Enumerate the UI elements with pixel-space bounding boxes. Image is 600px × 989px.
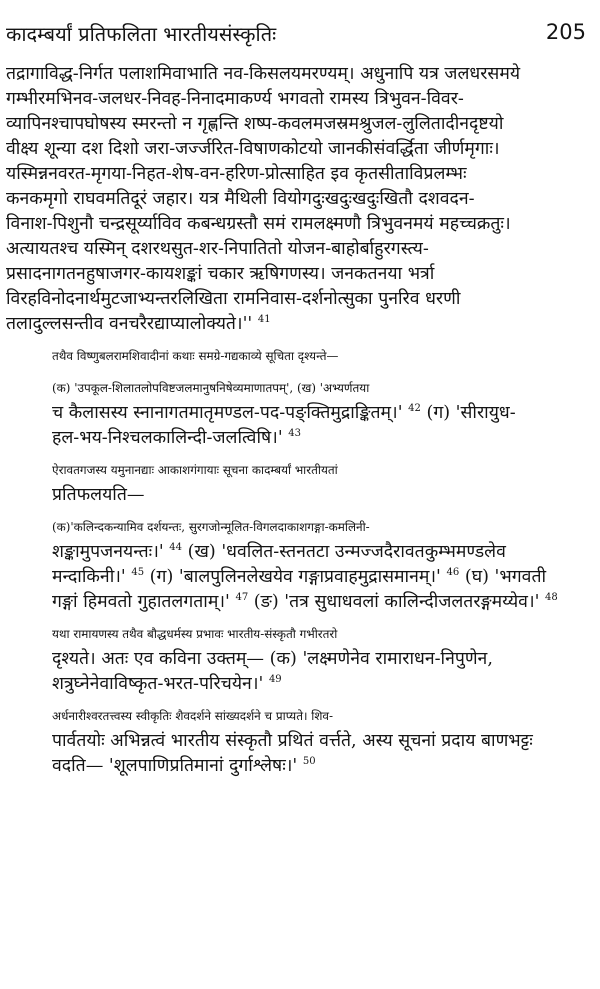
- paragraph: [6, 622, 594, 697]
- text-line: प्रसादनागतनहुषाजगर-कायशङ्कां चकार ऋषिगणस्य। जनकतनया भर्त्रा: [6, 264, 435, 284]
- text-line: तद्रागाविद्ध-निर्गत पलाशमिवाभाति नव-किसलयमरण्यम्। अधुनापि यत्र जलधरसमये: [6, 64, 521, 84]
- paragraph: [6, 376, 594, 451]
- text-line: व्यापिनश्चापघोषस्य स्मरन्तो न गृह्णन्ति शष्प-कवलमजस्रमश्रुजल-लुलितादीनदृष्टयो: [6, 114, 504, 134]
- text-line: (क)'कलिन्दकन्यामिव दर्शयन्तः, सुरगजोन्मूलित-विगलदाकाशगङ्गा-कमलिनी-: [52, 520, 370, 534]
- text-line: ऐरावतगजस्य यमुनानद्याः आकाशगंगायाः सूचना कादम्बर्यां भारतीयतां: [52, 463, 338, 477]
- text-line: यथा रामायणस्य तथैव बौद्धधर्मस्य प्रभावः भारतीय-संस्कृतौ गभीरतरो: [52, 627, 338, 641]
- text-line: कनकमृगो राघवमतिदूरं जहार। यत्र मैथिली वियोगदुःखदुःखदुःखितौ दशवदन-: [6, 189, 475, 209]
- running-title: कादम्बर्यां प्रतिफलिता भारतीयसंस्कृतिः: [6, 22, 277, 46]
- text-line: मन्दाकिनी।' $^{45}$ (ग) 'बालपुलिनलेखयेव गङ्गाप्रवाहमुद्रासमानम्।' $^{46}$ (घ) 'भगवती: [52, 567, 547, 587]
- paragraph: [6, 458, 594, 508]
- text-line: दृश्यते। अतः एव कविना उक्तम्— (क) 'लक्ष्मणेनेव रामाराधन-निपुणेन,: [52, 649, 493, 669]
- text-line: वदति— 'शूलपाणिप्रतिमानां दुर्गाश्लेषः।' $^{50}$: [52, 756, 316, 776]
- footnote-ref: 50: [302, 756, 316, 768]
- text-line: अत्यायतश्च यस्मिन् दशरथसुत-शर-निपातितो योजन-बाहोर्बाहुरगस्त्य-: [6, 239, 429, 259]
- text-line: पार्वतयोः अभिन्नत्वं भारतीय संस्कृतौ प्रथितं वर्त्तते, अस्य सूचनां प्रदाय बाणभट्टः: [52, 731, 533, 751]
- page-number: 205: [545, 20, 586, 44]
- text-line: (क) 'उपकूल-शिलातलोपविष्टजलमानुषनिषेव्यमाणातपम्', (ख) 'अभ्यर्णतया: [52, 381, 370, 395]
- text-line: तथैव विष्णुबलरामशिवादीनां कथाः समग्रे-गद्यकाव्ये सूचिता दृश्यन्ते—: [52, 349, 339, 363]
- footnote-ref: 44: [169, 542, 183, 554]
- footnote-ref: 42: [408, 403, 421, 415]
- text-line: गम्भीरमभिनव-जलधर-निवह-निनादमाकर्ण्य भगवतो रामस्य त्रिभुवन-विवर-: [6, 89, 464, 109]
- text-line: यस्मिन्ननवरत-मृगया-निहत-शेष-वन-हरिण-प्रोत्साहित इव कृतसीताविप्रलम्भः: [6, 164, 467, 184]
- footnote-ref: 49: [268, 674, 282, 686]
- paragraph: [6, 344, 594, 369]
- text-line: तलादुल्लसन्तीव वनचरैरद्याप्यालोक्यते।'' $^{41}$: [6, 314, 271, 334]
- text-line: अर्धनारीश्वरतत्त्वस्य स्वीकृतिः शैवदर्शने सांख्यदर्शने च प्राप्यते। शिव-: [52, 709, 334, 723]
- text-line: च कैलासस्य स्नानागतमातृमण्डल-पद-पङ्क्तिमुद्राङ्कितम्।' $^{42}$ (ग) 'सीरायुध-: [52, 403, 516, 423]
- footnote-ref: 45: [131, 567, 145, 579]
- text-line: वीक्ष्य शून्या दश दिशो जरा-जर्ज्जरित-विषाणकोटयो जानकीसंवर्द्धिता जीर्णमृगाः।: [6, 139, 500, 159]
- text-line: शङ्कामुपजनयन्तः।' $^{44}$ (ख) 'धवलित-स्तनतटा उन्मज्जदैरावतकुम्भमण्डलेव: [52, 542, 506, 562]
- text-line: विनाश-पिशुनौ चन्द्रसूर्य्याविव कबन्धग्रस्तौ समं रामलक्ष्मणौ त्रिभुवनमयं महच्चक्रतुः।: [6, 214, 511, 234]
- footnote-ref: 41: [257, 314, 271, 326]
- footnote-ref: 48: [545, 592, 558, 604]
- footnote-ref: 46: [446, 567, 460, 579]
- text-line: हल-भय-निश्चलकालिन्दी-जलत्विषि।' $^{43}$: [52, 428, 302, 448]
- paragraph: [6, 515, 594, 615]
- text-line: प्रतिफलयति—: [52, 485, 145, 505]
- footnote-ref: 43: [288, 428, 302, 440]
- paragraph: [6, 704, 594, 779]
- paragraph: [6, 62, 594, 337]
- page-header: [6, 20, 586, 50]
- text-line: शत्रुघ्नेनेवाविष्कृत-भरत-परिचयेन।' $^{49}$: [52, 674, 282, 694]
- footnote-ref: 47: [235, 592, 249, 604]
- text-line: गङ्गां हिमवतो गुहातलगताम्।' $^{47}$ (ङ) 'तत्र सुधाधवलां कालिन्दीजलतरङ्गमय्येव।' $^{48}$: [52, 592, 558, 612]
- text-line: विरहविनोदनार्थमुटजाभ्यन्तरलिखिता रामनिवास-दर्शनोत्सुका पुनरिव धरणी: [6, 289, 461, 309]
- page-body: [6, 62, 594, 786]
